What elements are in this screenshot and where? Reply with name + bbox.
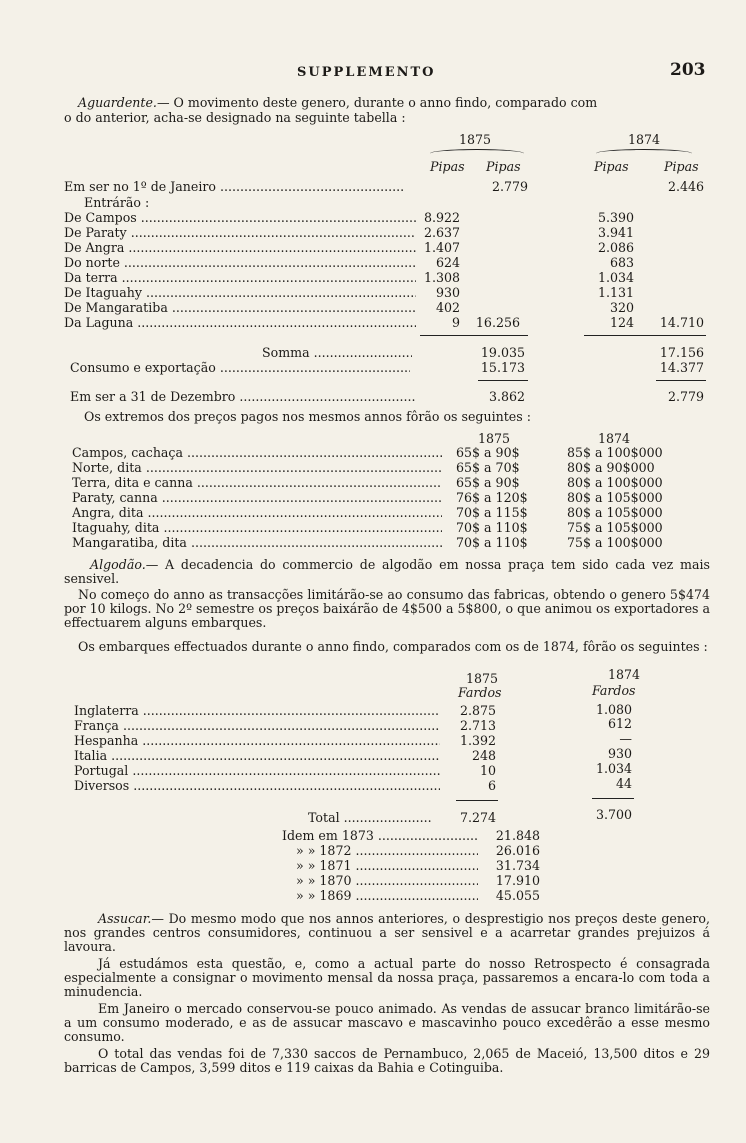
idem-value: 17.910 xyxy=(495,873,540,888)
assucar-lead: Assucar. xyxy=(98,911,152,926)
precos-year-1874: 1874 xyxy=(598,431,631,446)
em-ser-janeiro-1875: 2.779 xyxy=(491,179,528,194)
aguardente-row-label: Da Laguna ..... xyxy=(64,316,416,330)
precos-row-label: Paraty, canna ..... xyxy=(72,491,442,505)
aguardente-laguna-total-1875: 16.256 xyxy=(475,315,520,330)
rule xyxy=(420,335,528,336)
em-ser-janeiro-label: Em ser no 1º de Janeiro ..... xyxy=(64,180,404,194)
precos-row-1874: 80$ a 105$000 xyxy=(567,505,663,520)
precos-row-1875: 70$ a 115$ xyxy=(456,505,528,520)
precos-year-1875: 1875 xyxy=(478,431,511,446)
brace-1874 xyxy=(596,149,692,158)
em-ser-dezembro-label: Em ser a 31 de Dezembro ..... xyxy=(70,390,416,404)
precos-row-1874: 80$ a 100$000 xyxy=(567,475,663,490)
precos-row-1875: 65$ a 90$ xyxy=(456,445,520,460)
algodao-lead: Algodão. xyxy=(90,557,146,572)
rule xyxy=(584,335,706,336)
algodao-row-label: Italia ..... xyxy=(74,749,440,763)
algodao-row-1875: 2.875 xyxy=(459,703,496,718)
rule xyxy=(456,800,498,801)
algodao-year-1874: 1874 xyxy=(608,667,641,682)
aguardente-row-1875: 624 xyxy=(435,255,460,270)
aguardente-row-1874: 1.034 xyxy=(597,270,634,285)
aguardente-row-1875: 8.922 xyxy=(423,210,460,225)
precos-row-1874: 75$ a 105$000 xyxy=(567,520,663,535)
consumo-1874: 14.377 xyxy=(659,360,704,375)
algodao-row-1874: 1.034 xyxy=(595,761,632,776)
aguardente-intro-line2: o do anterior, acha-se designado na seguinte tabella : xyxy=(64,110,406,125)
aguardente-row-1874: 5.390 xyxy=(597,210,634,225)
assucar-paragraph-3: Em Janeiro o mercado conservou-se pouco animado. As vendas de assucar branco limitárão-se a um consumo moderado, e as de assucar mascavo e mascavinho pouco excedêrão a esse mesmo consumo. xyxy=(64,1001,710,1044)
aguardente-laguna-total-1874: 14.710 xyxy=(659,315,704,330)
somma-1875: 19.035 xyxy=(480,345,525,360)
precos-row-1875: 65$ a 90$ xyxy=(456,475,520,490)
algodao-row-1874: 612 xyxy=(607,716,632,731)
precos-row-1874: 75$ a 100$000 xyxy=(567,535,663,550)
algodao-row-1874: — xyxy=(619,731,632,746)
em-ser-dezembro-1874: 2.779 xyxy=(667,389,704,404)
idem-value: 21.848 xyxy=(495,828,540,843)
em-ser-dezembro-1875: 3.862 xyxy=(488,389,525,404)
idem-value: 31.734 xyxy=(495,858,540,873)
rule xyxy=(592,798,634,799)
rule xyxy=(478,380,528,381)
precos-row-label: Mangaratiba, dita ..... xyxy=(72,536,442,550)
precos-intro: Os extremos dos preços pagos nos mesmos annos fôrão os seguintes : xyxy=(84,409,531,424)
consumo-label: Consumo e exportação ..... xyxy=(70,361,410,375)
rule xyxy=(656,380,706,381)
idem-label: Idem em 1873 ..... xyxy=(282,829,478,843)
algodao-row-1874: 930 xyxy=(607,746,632,761)
aguardente-row-label: De Paraty ..... xyxy=(64,226,416,240)
algodao-row-label: Diversos ..... xyxy=(74,779,440,793)
assucar-paragraph-4: O total das vendas foi de 7,330 saccos de Pernambuco, 2,065 de Maceió, 13,500 ditos e 29 barricas de Campos, 3,599 ditos e 119 caixas da Bahia e Cotinguiba. xyxy=(64,1046,710,1075)
aguardente-row-label: Da terra ..... xyxy=(64,271,416,285)
aguardente-year-1875: 1875 xyxy=(459,132,492,147)
algodao-paragraph-3: Os embarques effectuados durante o anno findo, comparados com os de 1874, fôrão os seguintes : xyxy=(78,639,708,654)
aguardente-row-1875: 1.407 xyxy=(423,240,460,255)
aguardente-row-1875: 9 xyxy=(451,315,460,330)
idem-label: » » 1870 ..... xyxy=(296,874,478,888)
algodao-row-1875: 1.392 xyxy=(459,733,496,748)
entraram-label: Entrárão : xyxy=(84,195,150,210)
aguardente-row-1875: 1.308 xyxy=(423,270,460,285)
aguardente-row-label: Do norte ..... xyxy=(64,256,416,270)
algodao-row-label: França ..... xyxy=(74,719,440,733)
aguardente-row-1874: 2.086 xyxy=(597,240,634,255)
precos-row-1875: 70$ a 110$ xyxy=(456,520,528,535)
algodao-total-1874: 3.700 xyxy=(595,807,632,822)
aguardente-row-label: De Angra ..... xyxy=(64,241,416,255)
aguardente-row-1874: 124 xyxy=(609,315,634,330)
algodao-row-1875: 2.713 xyxy=(459,718,496,733)
algodao-row-label: Portugal ..... xyxy=(74,764,440,778)
precos-row-label: Itaguahy, dita ..... xyxy=(72,521,442,535)
algodao-row-1874: 44 xyxy=(615,776,632,791)
unit-fardos-1874: Fardos xyxy=(592,683,636,698)
precos-row-1875: 70$ a 110$ xyxy=(456,535,528,550)
aguardente-row-1874: 683 xyxy=(609,255,634,270)
algodao-year-1875: 1875 xyxy=(466,671,499,686)
precos-row-1874: 80$ a 105$000 xyxy=(567,490,663,505)
algodao-paragraph-1: Algodão.— A decadencia do commercio de algodão em nossa praça tem sido cada vez mais sensivel. xyxy=(64,557,710,586)
idem-value: 26.016 xyxy=(495,843,540,858)
algodao-paragraph-2: No começo do anno as transacções limitárão-se ao consumo das fabricas, obtendo o genero 5$474 por 10 kilogs. No 2º semestre os preços baixárão de 4$500 a 5$800, o que animou os exportadores a effectuarem alguns embarques. xyxy=(64,587,710,630)
aguardente-row-label: De Campos ..... xyxy=(64,211,416,225)
page-header-title: SUPPLEMENTO xyxy=(297,65,436,80)
assucar-paragraph-1: Assucar.— Do mesmo modo que nos annos anteriores, o desprestigio nos preços deste genero, nos grandes centros consumidores, continuou a ser sensivel e a acarretar grandes prejuizos á lavoura. xyxy=(64,911,710,954)
aguardente-row-1874: 3.941 xyxy=(597,225,634,240)
unit-pipas-1875-a: Pipas xyxy=(430,159,465,174)
somma-1874: 17.156 xyxy=(659,345,704,360)
algodao-row-label: Inglaterra ..... xyxy=(74,704,440,718)
somma-label: Somma ..... xyxy=(262,346,412,360)
aguardente-row-1874: 1.131 xyxy=(597,285,634,300)
assucar-paragraph-2: Já estudámos esta questão, e, como a actual parte do nosso Retrospecto é consagrada especialmente a consignar o movimento mensal da nossa praça, passaremos a encara-lo com toda a minudencia. xyxy=(64,956,710,999)
aguardente-row-label: De Itaguahy ..... xyxy=(64,286,416,300)
aguardente-row-1875: 2.637 xyxy=(423,225,460,240)
unit-fardos-1875: Fardos xyxy=(458,685,502,700)
aguardente-row-1874: 320 xyxy=(609,300,634,315)
algodao-row-1875: 10 xyxy=(479,763,496,778)
precos-row-1875: 76$ a 120$ xyxy=(456,490,528,505)
idem-label: » » 1872 ..... xyxy=(296,844,478,858)
algodao-row-1875: 248 xyxy=(471,748,496,763)
aguardente-row-label: De Mangaratiba ..... xyxy=(64,301,416,315)
consumo-1875: 15.173 xyxy=(480,360,525,375)
precos-row-label: Terra, dita e canna ..... xyxy=(72,476,442,490)
algodao-total-1875: 7.274 xyxy=(459,810,496,825)
brace-1875 xyxy=(430,149,524,158)
page-number: 203 xyxy=(670,60,706,80)
algodao-row-1875: 6 xyxy=(487,778,496,793)
aguardente-year-1874: 1874 xyxy=(628,132,661,147)
algodao-row-1874: 1.080 xyxy=(595,702,632,717)
unit-pipas-1875-b: Pipas xyxy=(486,159,521,174)
idem-label: » » 1869 ..... xyxy=(296,889,478,903)
precos-row-1874: 80$ a 90$000 xyxy=(567,460,655,475)
aguardente-row-1875: 402 xyxy=(435,300,460,315)
algodao-row-label: Hespanha ..... xyxy=(74,734,440,748)
idem-label: » » 1871 ..... xyxy=(296,859,478,873)
precos-row-label: Norte, dita ..... xyxy=(72,461,442,475)
precos-row-label: Campos, cachaça ..... xyxy=(72,446,442,460)
unit-pipas-1874-a: Pipas xyxy=(594,159,629,174)
precos-row-1874: 85$ a 100$000 xyxy=(567,445,663,460)
aguardente-row-1875: 930 xyxy=(435,285,460,300)
unit-pipas-1874-b: Pipas xyxy=(664,159,699,174)
algodao-total-label: Total ..... xyxy=(308,811,432,825)
precos-row-label: Angra, dita ..... xyxy=(72,506,442,520)
em-ser-janeiro-1874: 2.446 xyxy=(667,179,704,194)
precos-row-1875: 65$ a 70$ xyxy=(456,460,520,475)
aguardente-intro-line1: Aguardente.— O movimento deste genero, durante o anno findo, comparado com xyxy=(78,95,598,110)
idem-value: 45.055 xyxy=(495,888,540,903)
aguardente-lead: Aguardente. xyxy=(78,95,157,110)
